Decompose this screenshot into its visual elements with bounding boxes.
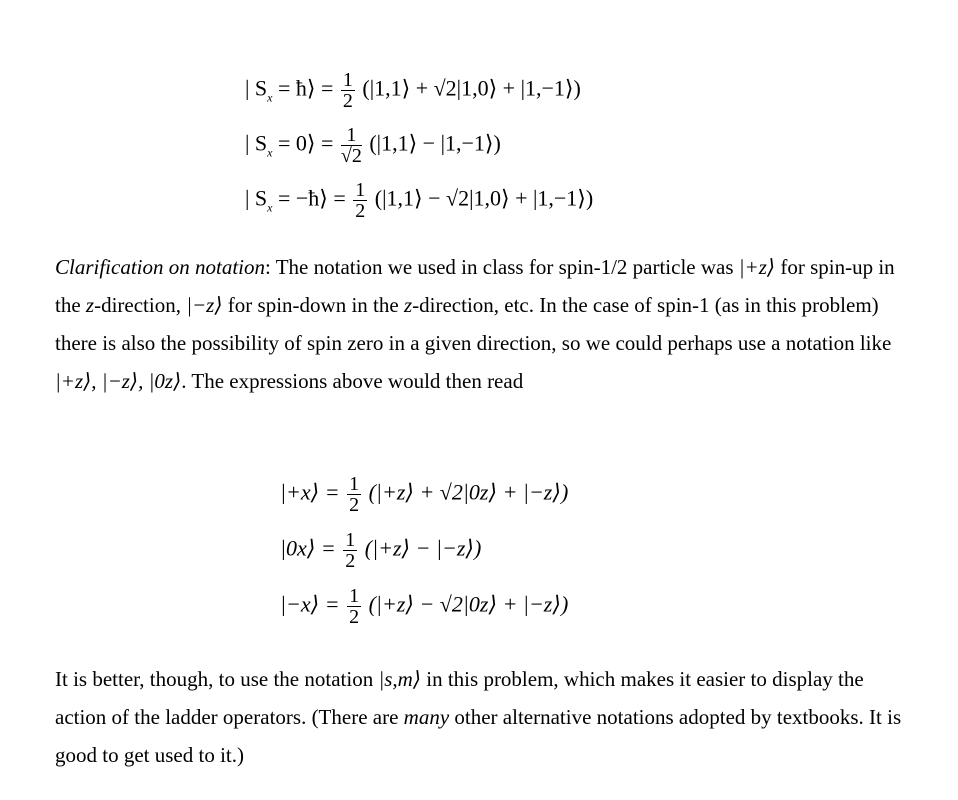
fraction (343, 530, 357, 571)
clarification-text: for spin-down in the (222, 293, 404, 317)
equation-rhs: (|+z⟩ + √2|0z⟩ + |−z⟩) (368, 479, 569, 505)
equation-lhs: | S (245, 185, 268, 211)
fraction-numerator: 1 (349, 585, 360, 607)
z-variable: z (403, 293, 413, 317)
fraction-denominator: 2 (349, 606, 360, 628)
fraction-numerator: 1 (349, 473, 360, 495)
equation-rhs: (|+z⟩ − √2|0z⟩ + |−z⟩) (368, 591, 569, 617)
fraction-denominator: 2 (349, 494, 360, 516)
equation-rhs: (|+z⟩ − |−z⟩) (364, 535, 482, 561)
fraction (353, 180, 367, 221)
ket-minus-z: |−z⟩ (186, 293, 223, 317)
closing-text: in this problem, which makes it easier to display the action of the ladder operators. (There are (55, 667, 864, 729)
equation-subscript: x (267, 90, 273, 105)
equation-zero-x (280, 530, 481, 571)
fraction-denominator: 2 (345, 550, 356, 572)
equation-sx-zero (245, 125, 501, 168)
equation-lhs: |+x⟩ = (280, 479, 340, 505)
closing-paragraph (55, 660, 915, 774)
fraction (347, 474, 361, 515)
fraction-numerator: 1 (345, 529, 356, 551)
equation-sx-plus (245, 70, 581, 113)
clarification-paragraph (55, 248, 915, 400)
equation-rhs: (|1,1⟩ − √2|1,0⟩ + |1,−1⟩) (374, 185, 594, 211)
fraction (347, 586, 361, 627)
fraction-denominator: 2 (355, 200, 366, 222)
equation-lhs: |−x⟩ = (280, 591, 340, 617)
ket-list: |+z⟩, |−z⟩, |0z⟩ (55, 369, 182, 393)
fraction (341, 125, 362, 166)
equation-lhs: |0x⟩ = (280, 535, 336, 561)
clarification-label: Clarification on notation (55, 255, 266, 279)
equation-minus-x (280, 586, 568, 627)
clarification-text: -direction, etc. In the case of spin-1 (as in this problem) there is also the possibility of spin zero in a given direction, so we could perhaps use a notation like (55, 293, 892, 355)
ket-plus-z: |+z⟩ (738, 255, 776, 279)
fraction-numerator: 1 (342, 69, 353, 91)
equation-rhs: (|1,1⟩ + √2|1,0⟩ + |1,−1⟩) (362, 75, 581, 101)
equation-lhs-rest: = −ħ⟩ = (272, 185, 346, 211)
closing-text: It is better, though, to use the notation (55, 667, 379, 691)
equation-lhs: | S (245, 75, 268, 101)
equation-plus-x (280, 474, 568, 515)
fraction-numerator: 1 (341, 125, 362, 146)
clarification-text: : The notation we used in class for spin-1/2 particle was (265, 255, 739, 279)
equation-lhs: | S (245, 130, 268, 156)
equation-sx-minus (245, 180, 593, 223)
emphasis-many: many (403, 705, 450, 729)
equation-lhs-rest: = ħ⟩ = (272, 75, 334, 101)
equation-subscript: x (267, 145, 273, 160)
fraction-denominator: √2 (340, 145, 362, 167)
clarification-text: for spin-up in the (55, 255, 895, 317)
clarification-text: -direction, (94, 293, 187, 317)
clarification-text: . The expressions above would then read (181, 369, 524, 393)
equation-rhs: (|1,1⟩ − |1,−1⟩) (369, 130, 501, 156)
fraction-numerator: 1 (355, 179, 366, 201)
fraction-denominator: 2 (342, 90, 353, 112)
z-variable: z (85, 293, 95, 317)
closing-text: other alternative notations adopted by textbooks. It is good to get used to it.) (55, 705, 902, 767)
ket-s-m: |s,m⟩ (378, 667, 422, 691)
equation-subscript: x (267, 200, 273, 215)
equation-lhs-rest: = 0⟩ = (272, 130, 334, 156)
fraction (341, 70, 355, 111)
